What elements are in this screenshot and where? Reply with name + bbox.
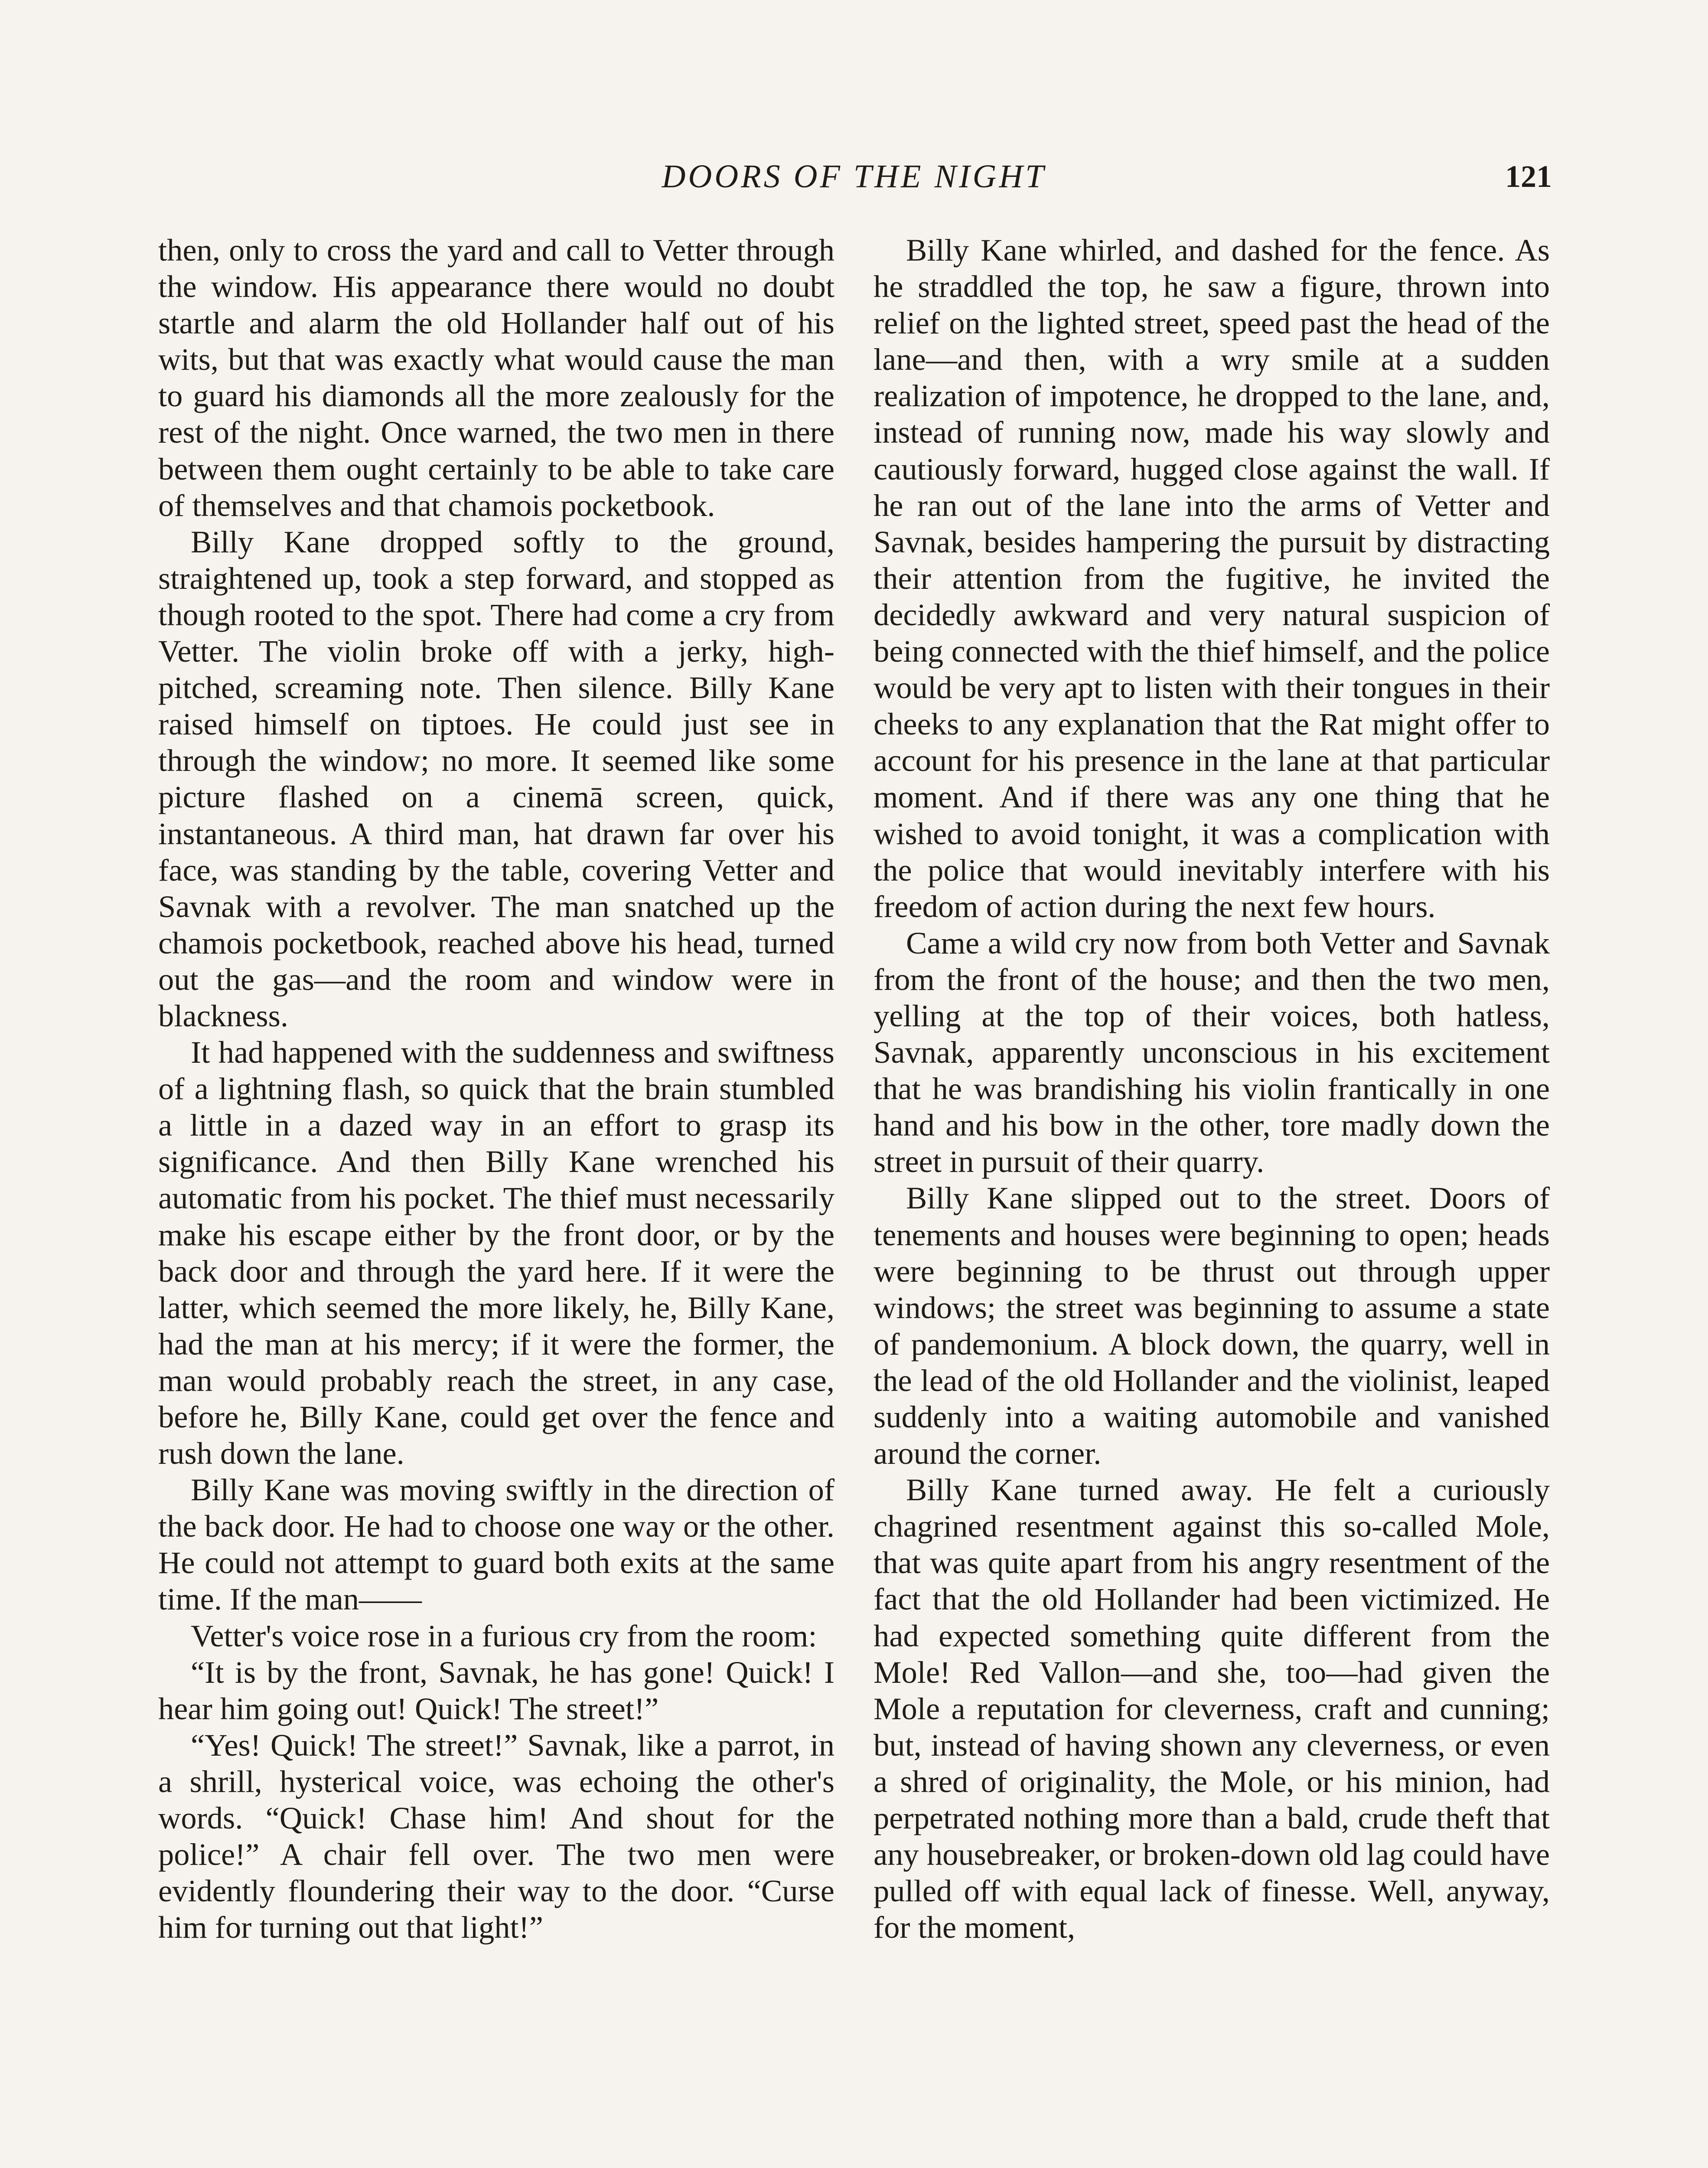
page-header xyxy=(156,153,1552,200)
paragraph: then, only to cross the yard and call to Vetter through the window. His appearance there would no doubt startle and alarm the old Hollander half out of his wits, but that was exactly what would cause the man to guard his diamonds all the more zealously for the rest of the night. Once warned, the two men in there between them ought certainly to be able to take care of themselves and that chamois pocketbook. xyxy=(158,232,834,523)
paragraph: Billy Kane whirled, and dashed for the fence. As he straddled the top, he saw a figure, thrown into relief on the lighted street, speed past the head of the lane—and then, with a wry smile at a sudden realization of impotence, he dropped to the lane, and, instead of running now, made his way slowly and cautiously forward, hugged close against the wall. If he ran out of the lane into the arms of Vetter and Savnak, besides hampering the pursuit by distracting their attention from the fugitive, he invited the decidedly awkward and very natural suspicion of being connected with the thief himself, and the police would be very apt to listen with their tongues in their cheeks to any explanation that the Rat might offer to account for his presence in the lane at that particular moment. And if there was any one thing that he wished to avoid tonight, it was a complication with the police that would inevitably interfere with his freedom of action during the next few hours. xyxy=(874,232,1550,924)
page-number: 121 xyxy=(1505,159,1552,194)
paragraph: Billy Kane turned away. He felt a curiously chagrined resentment against this so-called Mole, that was quite apart from his angry resentment of the fact that the old Hollander had been victimized. He had expected something quite different from the Mole! Red Vallon—and she, too—had given the Mole a reputation for cleverness, craft and cunning; but, instead of having shown any cleverness, or even a shred of originality, the Mole, or his minion, had perpetrated nothing more than a bald, crude theft that any housebreaker, or broken-down old lag could have pulled off with equal lack of finesse. Well, anyway, for the moment, xyxy=(874,1472,1550,1945)
left-column xyxy=(158,232,834,2168)
paragraph: Came a wild cry now from both Vetter and Savnak from the front of the house; and then the two men, yelling at the top of their voices, both hatless, Savnak, apparently unconscious in his excitement that he was brandishing his violin frantically in one hand and his bow in the other, tore madly down the street in pursuit of their quarry. xyxy=(874,925,1550,1179)
paragraph: Billy Kane was moving swiftly in the direction of the back door. He had to choose one way or the other. He could not attempt to guard both exits at the same time. If the man—— xyxy=(158,1472,834,1617)
right-column xyxy=(874,232,1550,2168)
paragraph: “It is by the front, Savnak, he has gone! Quick! I hear him going out! Quick! The street!” xyxy=(158,1654,834,1726)
running-title: DOORS OF THE NIGHT xyxy=(662,158,1046,195)
paragraph: It had happened with the suddenness and swiftness of a lightning flash, so quick that the brain stumbled a little in a dazed way in an effort to grasp its significance. And then Billy Kane wrenched his automatic from his pocket. The thief must necessarily make his escape either by the front door, or by the back door and through the yard here. If it were the latter, which seemed the more likely, he, Billy Kane, had the man at his mercy; if it were the former, the man would probably reach the street, in any case, before he, Billy Kane, could get over the fence and rush down the lane. xyxy=(158,1035,834,1471)
paragraph: Billy Kane slipped out to the street. Doors of tenements and houses were beginning to open; heads were beginning to be thrust out through upper windows; the street was beginning to assume a state of pandemonium. A block down, the quarry, well in the lead of the old Hollander and the violinist, leaped suddenly into a waiting automobile and vanished around the corner. xyxy=(874,1180,1550,1471)
paragraph: Vetter's voice rose in a furious cry from the room: xyxy=(191,1618,817,1653)
paragraph: Billy Kane dropped softly to the ground, straightened up, took a step forward, and stopped as though rooted to the spot. There had come a cry from Vetter. The violin broke off with a jerky, high-pitched, screaming note. Then silence. Billy Kane raised himself on tiptoes. He could just see in through the window; no more. It seemed like some picture flashed on a cinemā screen, quick, instantaneous. A third man, hat drawn far over his face, was standing by the table, covering Vetter and Savnak with a revolver. The man snatched up the chamois pocketbook, reached above his head, turned out the gas—and the room and window were in blackness. xyxy=(158,524,834,1033)
paragraph: “Yes! Quick! The street!” Savnak, like a parrot, in a shrill, hysterical voice, was echoing the other's words. “Quick! Chase him! And shout for the police!” A chair fell over. The two men were evidently floundering their way to the door. “Curse him for turning out that light!” xyxy=(158,1727,834,1945)
